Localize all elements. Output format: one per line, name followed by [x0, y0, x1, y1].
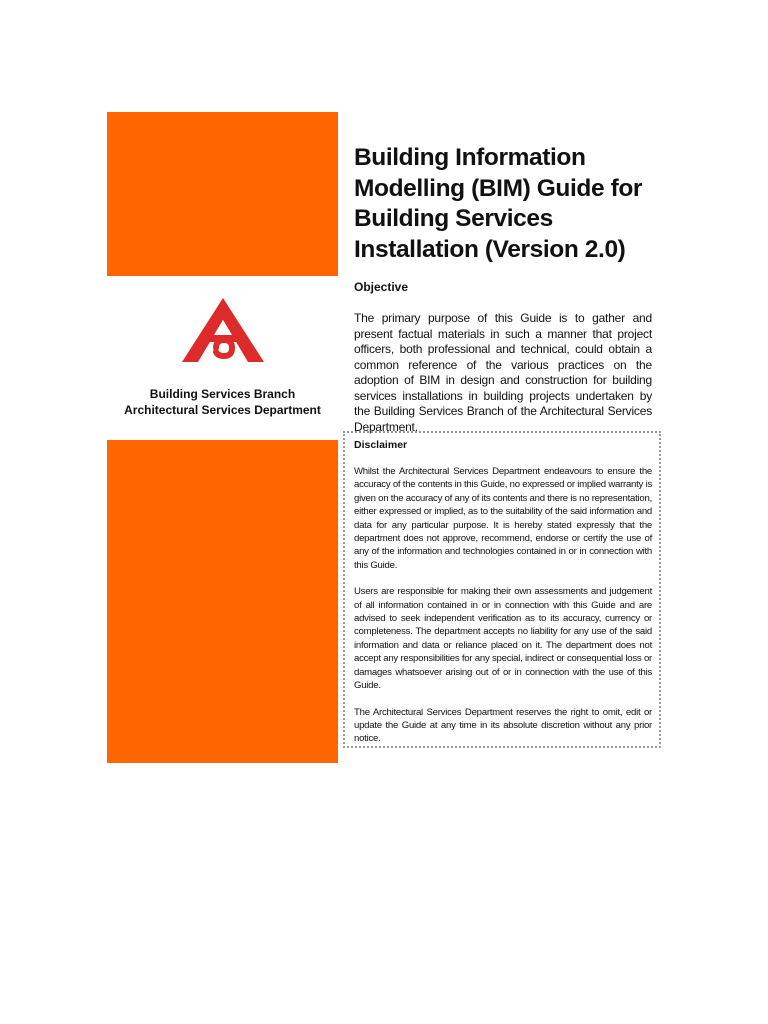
- orange-decorative-block-bottom: [107, 440, 338, 763]
- disclaimer-paragraph: The Architectural Services Department reserves the right to omit, edit or update the Guide at any time in its absolute discretion without any prior notice.: [354, 706, 652, 745]
- document-title: Building Information Modelling (BIM) Guide for Building Services Installation (Version 2.0): [354, 144, 643, 263]
- objective-body: The primary purpose of this Guide is to gather and present factual materials in such a manner that project officers, both professional and technical, could obtain a common reference of the various practices on the adoption of BIM in design and construction for building services installations in building projects undertaken by the Building Services Branch of the Architectural Services Department.: [354, 311, 652, 434]
- branch-name: Building Services Branch: [149, 387, 296, 401]
- objective-heading: Objective: [354, 280, 409, 294]
- disclaimer-paragraph: Users are responsible for making their own assessments and judgement of all information contained in or in connection with this Guide and are advised to seek independent verification as to its accuracy, currency or completeness. The department accepts no liability for any use of the said information and data or reliance placed on it. The department does not accept any responsibilities for any special, indirect or consequential loss or damages whatsoever arising out of or in connection with the use of this Guide.: [354, 586, 652, 692]
- organization-block: [107, 386, 338, 418]
- disclaimer-paragraph: Whilst the Architectural Services Department endeavours to ensure the accuracy of the contents in this Guide, no expressed or implied warranty is given on the accuracy of any of its contents and there is no representation, either expressed or implied, as to the suitability of the said information and data for any particular purpose. It is hereby stated expressly that the department does not approve, recommend, endorse or certify the use of any of the information and technologies contained in or in connection with this Guide.: [354, 466, 652, 571]
- asd-logo-icon: [180, 296, 266, 366]
- orange-decorative-block-top: [107, 112, 338, 276]
- disclaimer-heading: Disclaimer: [354, 439, 408, 451]
- department-name: Architectural Services Department: [124, 403, 321, 417]
- disclaimer-content: [354, 439, 652, 746]
